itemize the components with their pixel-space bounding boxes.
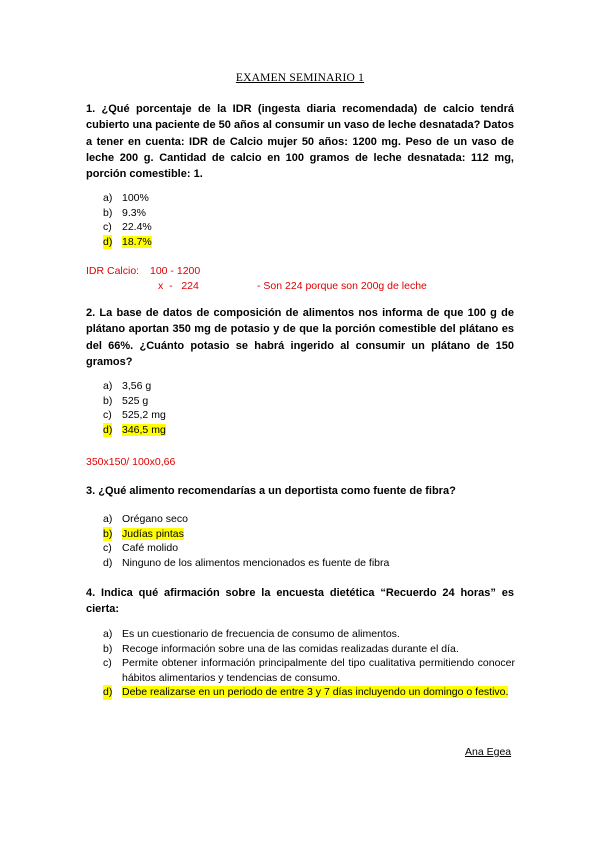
option-2d-answer: d) 346,5 mg <box>103 423 166 436</box>
option-4d-answer: d) Debe realizarse en un periodo de entre 3 y 7 días incluyendo un domingo o festivo. <box>103 686 509 699</box>
note-idr-comment: - Son 224 porque son 200g de leche <box>257 280 427 292</box>
option-4b: b) Recoge información sobre una de las comidas realizadas durante el día. <box>103 642 459 655</box>
option-4c: c) Permite obtener información principalmente del tipo cualitativa permitiendo conocer hábitos alimentarios y tendencias de consumo. <box>103 657 515 684</box>
option-text: 525,2 mg <box>122 409 166 422</box>
option-text: 22.4% <box>122 221 152 234</box>
question-2-options <box>103 379 515 437</box>
option-text: Ninguno de los alimentos mencionados es fuente de fibra <box>122 556 390 569</box>
option-text: Permite obtener información principalmente del tipo cualitativa permitiendo conocer hábitos alimentarios y tendencias de consumo. <box>122 657 515 684</box>
question-3-options <box>103 512 515 570</box>
option-text: Es un cuestionario de frecuencia de consumo de alimentos. <box>122 628 400 640</box>
note-idr-row1: 100 - 1200 <box>150 265 201 277</box>
option-text: Café molido <box>122 542 179 555</box>
option-text-highlighted: 18.7% <box>122 235 152 248</box>
question-3-text: 3. ¿Qué alimento recomendarías a un deportista como fuente de fibra? <box>86 485 456 497</box>
option-2c: c) 525,2 mg <box>103 409 166 422</box>
option-3b-answer: b) Judías pintas <box>103 527 184 540</box>
option-2b: b) 525 g <box>103 394 149 407</box>
option-1d-answer: d) 18.7% <box>103 235 152 248</box>
option-text-highlighted: Debe realizarse en un periodo de entre 3 y 7 días incluyendo un domingo o festivo. <box>122 686 509 699</box>
question-4-text: 4. Indica qué afirmación sobre la encuesta dietética “Recuerdo 24 horas” es cierta: <box>86 587 514 616</box>
option-text-highlighted: Judías pintas <box>122 527 184 540</box>
option-text: Orégano seco <box>122 513 188 525</box>
option-text: Recoge información sobre una de las comidas realizadas durante el día. <box>122 642 459 655</box>
page-title: EXAMEN SEMINARIO 1 <box>235 72 365 84</box>
note-potassium-calc: 350x150/ 100x0,66 <box>86 456 176 468</box>
note-idr-row2: x - 224 <box>158 280 199 292</box>
note-idr-label: IDR Calcio: <box>86 265 140 277</box>
option-1a: a) 100% <box>103 192 149 204</box>
option-text: 525 g <box>122 394 149 407</box>
option-1c: c) 22.4% <box>103 221 152 234</box>
author-signature: Ana Egea <box>465 746 512 758</box>
option-text: 100% <box>122 192 149 204</box>
option-3c: c) Café molido <box>103 542 179 555</box>
question-4-options <box>103 627 515 700</box>
option-4a: a) Es un cuestionario de frecuencia de consumo de alimentos. <box>103 628 400 640</box>
option-text: 3,56 g <box>122 380 152 392</box>
option-text-highlighted: 346,5 mg <box>122 423 166 436</box>
option-2a: a) 3,56 g <box>103 380 152 392</box>
option-1b: b) 9.3% <box>103 206 146 219</box>
question-1-options <box>103 191 515 249</box>
question-1-text: 1. ¿Qué porcentaje de la IDR (ingesta diaria recomendada) de calcio tendrá cubierto una paciente de 50 años al consumir un vaso de leche desnatada? Datos a tener en cuenta: IDR de Calcio mujer 50 años: 1200 mg. Peso de un vaso de leche 200 g. Cantidad de calcio en 100 gramos de leche desnatada: 112 mg, porción comestible: 1. <box>86 103 514 181</box>
question-2-text: 2. La base de datos de composición de alimentos nos informa de que 100 g de plátano aportan 350 mg de potasio y de que la porción comestible del plátano es del 66%. ¿Cuánto potasio se habrá ingerido al consumir un plátano de 150 gramos? <box>86 307 514 368</box>
option-3a: a) Orégano seco <box>103 513 188 525</box>
option-3d: d) Ninguno de los alimentos mencionados es fuente de fibra <box>103 556 390 569</box>
option-text: 9.3% <box>122 206 146 219</box>
